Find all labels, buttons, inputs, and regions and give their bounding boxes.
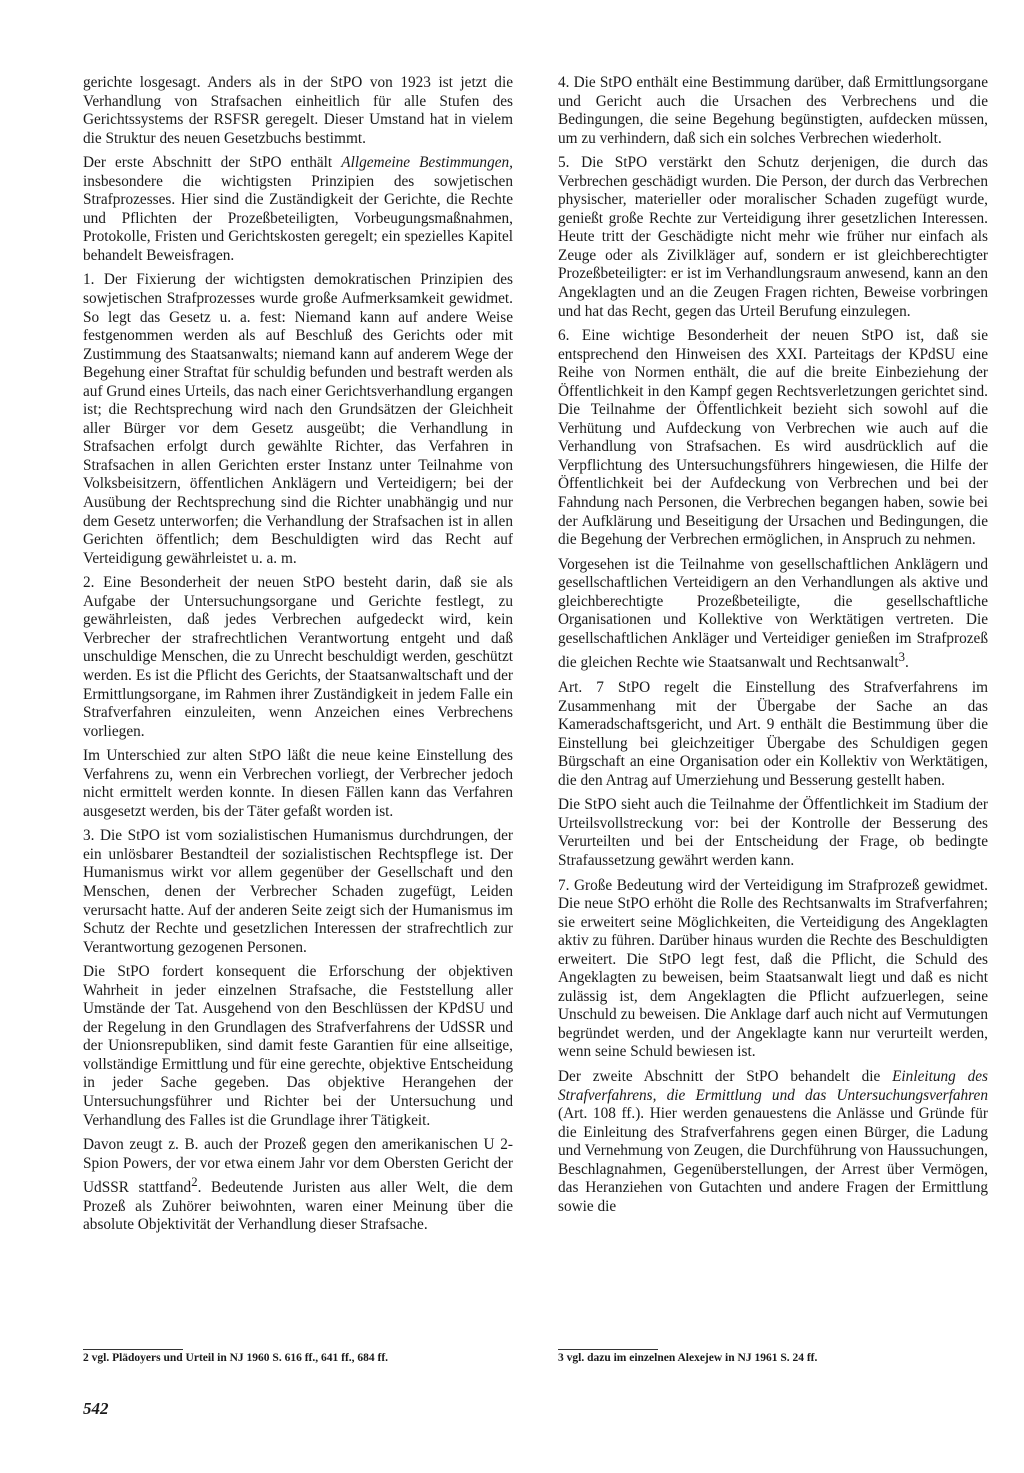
paragraph: 4. Die StPO enthält eine Bestimmung darüber, daß Ermittlungsorgane und Gericht auch die Ursachen des Verbrechens und die Bedingungen, die seine Begehung begünstigten, aufdecken müssen, um zu verhindern, daß sich ein solches Verbrechen wiederholt. (558, 74, 988, 147)
text-run: insbesondere die wichtigsten Prinzipien des sowjetischen Strafprozesses. Hier sind die Zuständigkeit der Gerichte, die Rechte und Pflichten der Prozeßbeteiligten, Vorbeugungsmaßnahmen, Protokolle, Fristen und Gerichtskosten geregelt; ein spezielles Kapitel behandelt Beweisfragen. (83, 172, 513, 264)
paragraph: 7. Große Bedeutung wird der Verteidigung im Strafprozeß gewidmet. Die neue StPO erhöht die Rolle des Rechtsanwalts im Strafverfahren; sie erweitert seine Möglichkeiten, die Verteidigung des Angeklagten aktiv zu führen. Darüber hinaus wurden die Rechte des Beschuldigten erweitert. Die StPO legt fest, daß die Pflicht, die Schuld des Angeklagten zu beweisen, beim Staatsanwalt liegt und daß es nicht zulässig ist, dem Angeklagten die Pflicht aufzuerlegen, seine Unschuld zu beweisen. Die Anklage darf auch nicht auf Vermutungen begründet werden, und der Angeklagte kann nur verurteilt werden, wenn seine Schuld bewiesen ist. (558, 876, 988, 1061)
paragraph: 1. Der Fixierung der wichtigsten demokratischen Prinzipien des sowjetischen Strafprozesses wurde große Aufmerksamkeit gewidmet. So legt das Gesetz u. a. fest: Niemand kann auf andere Weise festgenommen werden als auf Beschluß des Gerichts oder mit Zustimmung des Staatsanwalts; niemand kann auf anderem Wege der Begehung einer Straftat für schuldig befunden und bestraft werden als auf Grund eines Urteils, das nach einer Gerichtsverhandlung ergangen ist; die Rechtsprechung wird nach den Grundsätzen der Gleichheit aller Bürger vor dem Gesetz ausgeübt; die Verhandlung in Strafsachen erfolgt durch gewählte Richter, das Verfahren in Strafsachen in allen Gerichten erster Instanz unter Teilnahme von Volksbeisitzern, öffentlichen Anklägern und Verteidigern; bei der Ausübung der Rechtsprechung sind die Richter unabhängig und nur dem Gesetz unterworfen; die Verhandlung der Strafsachen ist in allen Gerichten öffentlich; dem Beschuldigten wird das Recht auf Verteidigung gewährleistet u. a. m. (83, 271, 514, 567)
footnote-right: 3 vgl. dazu im einzelnen Alexejew in NJ 1961 S. 24 ff. (558, 1352, 818, 1364)
emphasis: Einleitung des Strafverfahrens, die Ermittlung und das Untersuchungsverfahren (558, 1067, 988, 1104)
footnote-rule (83, 1349, 183, 1350)
paragraph: 2. Eine Besonderheit der neuen StPO besteht darin, daß sie als Aufgabe der Untersuchungsorgane und Gerichte festlegt, zu gewährleisten, daß jedes Verbrechen aufgedeckt wird, kein Verbrecher der strafrechtlichen Verantwortung entgeht und daß unschuldige Menschen, die zu Unrecht beschuldigt werden, geschützt werden. Es ist die Pflicht des Gerichts, der Staatsanwaltschaft und der Ermittlungsorgane, im Rahmen ihrer Zuständigkeit in jedem Falle ein Strafverfahren einzuleiten, wenn Anzeichen eines Verbrechens vorliegen. (83, 574, 513, 740)
footnote-rule (558, 1349, 658, 1350)
text-run: Davon zeugt z. B. auch der Prozeß gegen den amerikanischen U 2-Spion Powers, der vor etwa einem Jahr vor dem Obersten Gericht der UdSSR stattfand (83, 1136, 513, 1197)
paragraph (558, 1068, 988, 1216)
footnote-left: 2 vgl. Plädoyers und Urteil in NJ 1960 S. 616 ff., 641 ff., 684 ff. (83, 1352, 389, 1364)
paragraph: Im Unterschied zur alten StPO läßt die neue keine Einstellung des Verfahrens zu, wenn ein Verbrechen vorliegt, der Verbrecher jedoch nicht ermittelt werden konnte. In diesen Fällen kann das Verfahren ausgesetzt werden, bis der Täter gefaßt worden ist. (83, 747, 513, 820)
paragraph (558, 556, 988, 673)
text-run: . Bedeutende Juristen aus aller Welt, die dem Prozeß als Zuhörer beiwohnten, waren einer Meinung über die absolute Objektivität der Verhandlung dieser Strafsache. (83, 1179, 513, 1234)
paragraph: gerichte losgesagt. Anders als in der StPO von 1923 ist jetzt die Verhandlung von Strafsachen einheitlich für alle Stufen des Gerichtssystems der RSFSR geregelt. Dieser Umstand hat in vielem die Struktur des neuen Gesetzbuchs bestimmt. (83, 74, 513, 147)
page-number: 542 (83, 1399, 109, 1418)
footnote-ref: 2 (191, 1175, 198, 1190)
paragraph: 6. Eine wichtige Besonderheit der neuen StPO ist, daß sie entsprechend den Hinweisen des XXI. Parteitags der KPdSU eine Reihe von Normen enthält, die auf die breite Einbeziehung der Öffentlichkeit in den Kampf gegen Rechtsverletzungen gerichtet sind. Die Teilnahme der Öffentlichkeit bezieht sich sowohl auf die Verhütung und Aufdeckung von Verbrechen wie auch auf die Verhandlung von Strafsachen. Es wird ausdrücklich auf die Verpflichtung des Untersuchungsführers hingewiesen, die Hilfe der Öffentlichkeit bei der Aufdeckung von Verbrechen und bei der Fahndung nach Personen, die Verbrechen begangen haben, sowie bei der Aufklärung und Beseitigung der Ursachen und Bedingungen, die die Begehung der Verbrechen ermöglichen, in Anspruch zu nehmen. (558, 327, 988, 549)
footnote-ref: 3 (898, 650, 906, 665)
text-run: Der erste Abschnitt der StPO enthält (83, 154, 342, 172)
paragraph (83, 154, 513, 265)
paragraph: Die StPO fordert konsequent die Erforschung der objektiven Wahrheit in jeder einzelnen Strafsache, die Feststellung aller Umstände der Tat. Ausgehend von den Beschlüssen der KPdSU und der Regelung in den Grundlagen des Strafverfahrens der UdSSR und der Unionsrepubliken, sind damit feste Garantien für eine allseitige, vollständige Ermittlung und für eine gerechte, objektive Entscheidung in jeder Sache gegeben. Das objektive Herangehen der Untersuchungsführer und Richter bei der Untersuchung und Verhandlung des Falles ist die Grundlage ihrer Tätigkeit. (83, 963, 513, 1129)
paragraph: Die StPO sieht auch die Teilnahme der Öffentlichkeit im Stadium der Urteilsvollstreckung vor: bei der Kontrolle der Besserung des Verurteilten und bei der Entscheidung der Frage, ob bedingte Strafaussetzung gewährt werden kann. (558, 796, 988, 869)
text-run: (Art. 108 ff.). Hier werden genauestens die Anlässe und Gründe für die Einleitung des Strafverfahrens gegen einen Bürger, die Ladung und Vernehmung von Zeugen, die Durchführung von Haussuchungen, Beschlagnahmen, Gegenüberstellungen, der Arrest über Vermögen, das Heranziehen von Gutachten und andere Fragen der Ermittlung sowie die (558, 1105, 988, 1215)
emphasis: Allgemeine Bestimmungen, (341, 154, 513, 172)
left-column (83, 74, 513, 1241)
paragraph: Art. 7 StPO regelt die Einstellung des Strafverfahrens im Zusammenhang mit der Übergabe der Sache an das Kameradschaftsgericht, und Art. 9 enthält die Bestimmung über die Einstellung bei gleichzeitiger Übergabe des Schuldigen gegen Bürgschaft an eine Organisation oder ein Kollektiv von Werktätigen, die den Antrag auf Umerziehung und Besserung gestellt haben. (558, 679, 988, 789)
paragraph (83, 1136, 513, 1235)
text-run: Der zweite Abschnitt der StPO behandelt die (558, 1067, 893, 1085)
text-run: Vorgesehen ist die Teilnahme von gesellschaftlichen Anklägern und gesellschaftlichen Verteidigern an den Verhandlungen als aktive und gleichberechtigte Prozeßbeteiligte, die gesellschaftliche Organisationen und Kollektive von Werktätigen vertreten. Die gesellschaftlichen Ankläger und Verteidiger genießen im Strafprozeß die gleichen Rechte wie Staatsanwalt und Rechtsanwalt (558, 555, 988, 672)
right-column (558, 74, 988, 1222)
paragraph: 3. Die StPO ist vom sozialistischen Humanismus durchdrungen, der ein unlösbarer Bestandteil der sozialistischen Rechtspflege ist. Der Humanismus wirkt vor allem gegenüber der Gesellschaft und den Menschen, denen der Verbrecher Schaden zugefügt, Leiden verursacht hatte. Auf der anderen Seite zeigt sich der Humanismus im Schutz der Rechte und gesetzlichen Interessen der strafrechtlich zur Verantwortung gezogenen Personen. (83, 827, 513, 956)
paragraph: 5. Die StPO verstärkt den Schutz derjenigen, die durch das Verbrechen geschädigt wurden. Die Person, der durch das Verbrechen physischer, materieller oder moralischer Schaden zugefügt wurde, genießt große Rechte zur Verteidigung ihrer gesetzlichen Interessen. Heute tritt der Geschädigte nicht mehr wie früher nur einfach als Zeuge oder als Zivilkläger auf, sondern er ist gleichberechtigter Prozeßbeteiligter: er ist im Verhandlungsraum anwesend, kann an den Angeklagten und an die Zeugen Fragen richten, Beweise vorbringen und hat das Recht, gegen das Urteil Berufung einzulegen. (558, 154, 988, 320)
text-run: . (905, 654, 909, 672)
